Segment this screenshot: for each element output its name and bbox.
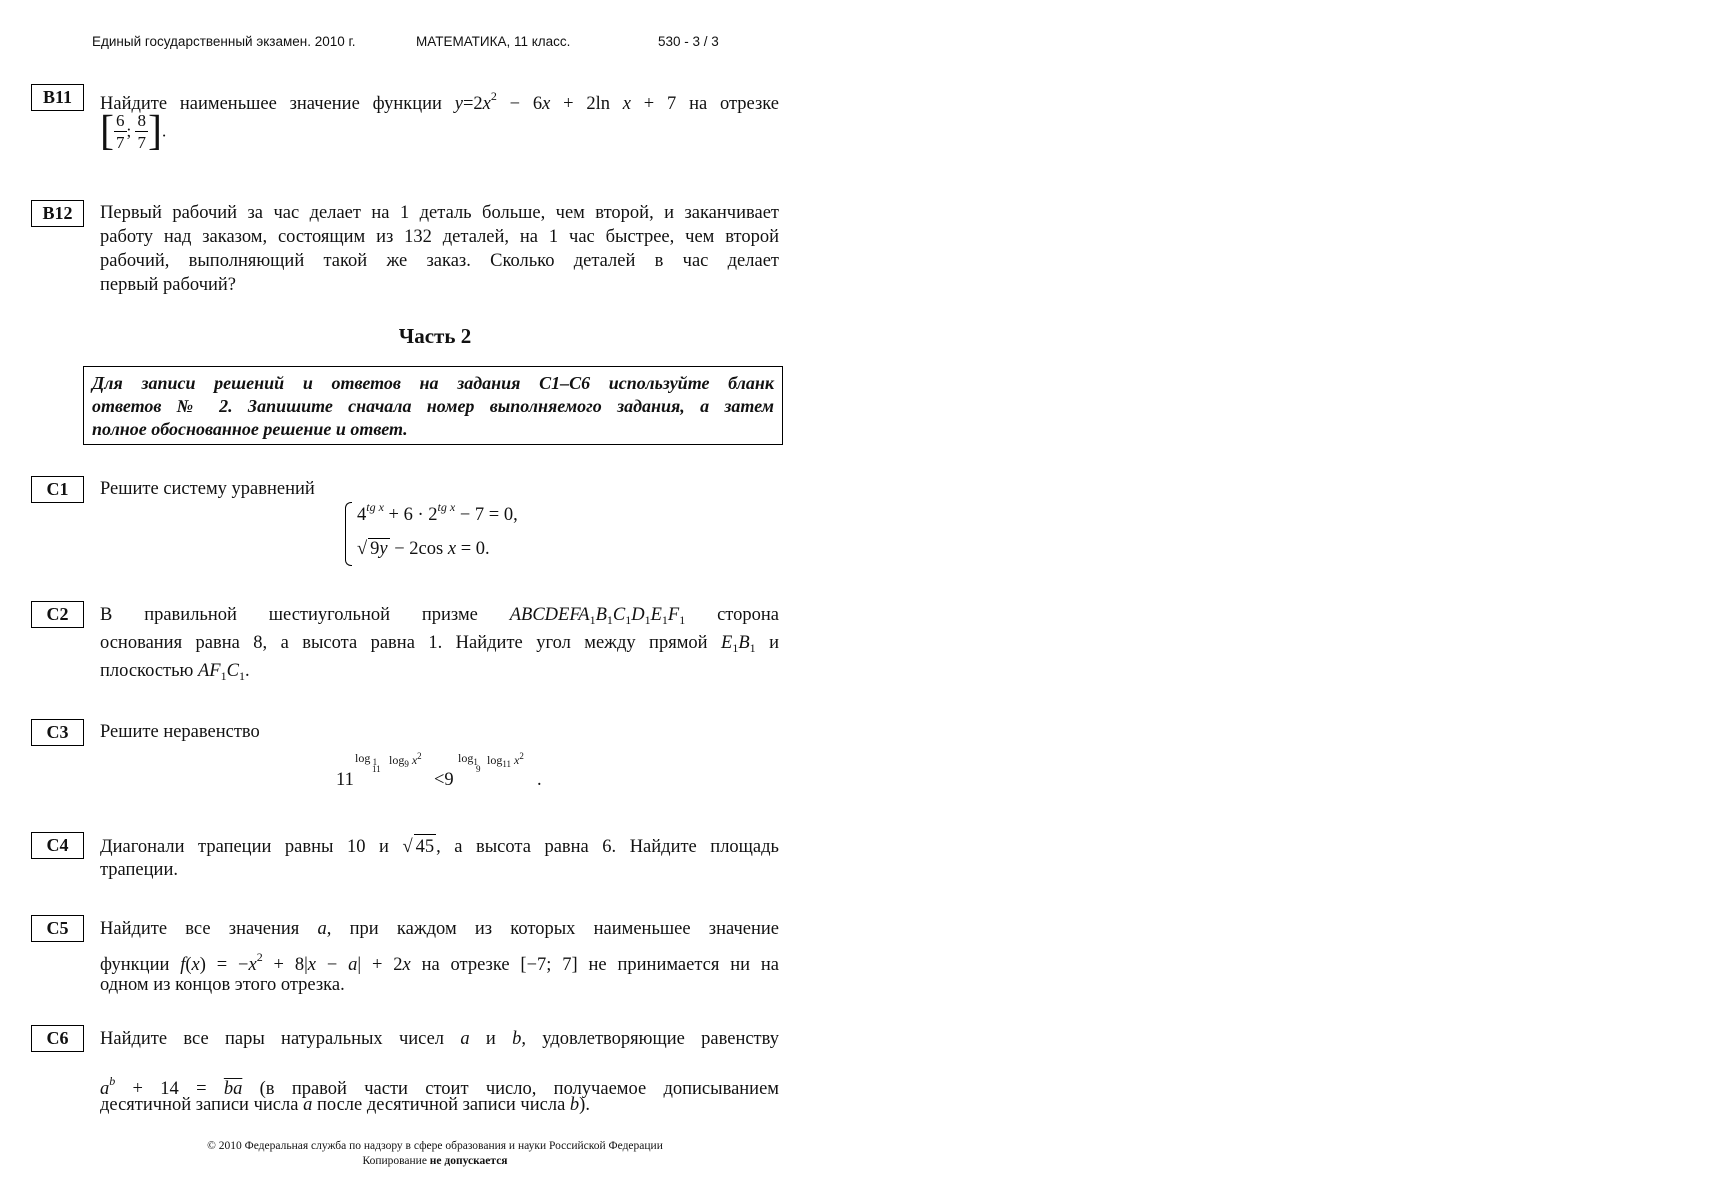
task-label-b11: B11 <box>31 84 84 111</box>
header-subject: МАТЕМАТИКА, 11 класс. <box>416 34 571 49</box>
b11-text: Найдите наименьшее значение функции $y=2x^2 - 6x + 2\ln$ x + 7 на отрезке <box>100 89 780 114</box>
instruction-line-3: полное обоснованное решение и ответ. <box>92 419 408 439</box>
c1-equation-1: $4^{tg x} + 6 \cdot 2^{tg x} - 7 = 0$, <box>357 500 518 525</box>
c3-text: Решите неравенство <box>100 722 260 742</box>
c2-prism: $ABCDEFA_1B_1C_1D_1E_1F_1$ <box>509 605 686 627</box>
c2-plane: $AF_1C_1$ <box>198 661 245 683</box>
footer <box>0 1139 870 1169</box>
c6-line-1: Найдите все пары натуральных чисел a и b, удовлетворяющие равенству <box>100 1029 779 1049</box>
b11-frac-a: $\frac{6}{7}$ <box>116 111 125 152</box>
header-exam: Единый государственный экзамен. 2010 г. <box>92 34 356 49</box>
system-brace <box>345 502 352 566</box>
instruction-line-2: ответов № 2. Запишите сначала номер выполняемого задания, а затем <box>92 396 774 416</box>
b11-function: y <box>454 94 463 114</box>
b12-line-4: первый рабочий? <box>100 275 237 295</box>
footer-copy-notice: Копирование не допускается <box>362 1155 508 1167</box>
task-label-c1: С1 <box>31 476 84 503</box>
b12-line-2: работу над заказом, состоящим из 132 деталей, на 1 час быстрее, чем второй <box>100 227 779 247</box>
c5-line-2: функции $f(x) = -x^2 + 8|x - a| + 2x$ на отрезке [−7; 7] не принимается ни на <box>100 950 779 975</box>
header-page-number: 530 - 3 / 3 <box>658 34 719 49</box>
footer-copyright: © 2010 Федеральная служба по надзору в сфере образования и науки Российской Федерации <box>207 1140 663 1152</box>
c6-line-3: десятичной записи числа a после десятичной записи числа b). <box>100 1095 590 1115</box>
b11-interval: [ $\frac{6}{7}$ ; $\frac{8}{7}$ ]. <box>100 108 167 155</box>
b12-line-3: рабочий, выполняющий такой же заказ. Сколько деталей в час делает <box>100 251 779 271</box>
instruction-line-1: Для записи решений и ответов на задания С1–С6 используйте бланк <box>92 373 774 393</box>
c5-line-1: Найдите все значения a, при каждом из которых наименьшее значение <box>100 919 779 939</box>
task-label-c4: С4 <box>31 832 84 859</box>
c6-line-2: $a^b + 14 = \overline{ba}$ (в правой части стоит число, получаемое дописыванием <box>100 1074 779 1099</box>
b12-line-1: Первый рабочий за час делает на 1 деталь больше, чем второй, и заканчивает <box>100 203 779 223</box>
c5-line-3: одном из концов этого отрезка. <box>100 975 345 995</box>
exam-page: Единый государственный экзамен. 2010 г. МАТЕМАТИКА, 11 класс. 530 - 3 / 3 B11 Найдите наименьшее значение функции $y=2x^2 - 6x + 2\ln$ x + 7 на отрезке [ $\frac{6}{7}$ ; $\frac{8}{7}$ ]. B12 Первый рабочий за час делает на 1 деталь больше, чем второй, и заканчивает работу над заказом, состоящим из 132 деталей, на 1 час быстрее, чем второй рабочий, выполняющий такой же заказ. Сколько деталей в час делает первый рабочий? Часть 2 Для записи решений и ответов на задания С1–С6 используйте бланк ответов № 2. Запишите сначала номер выполняемого задания, а затем полное обоснованное решение и ответ. С1 Решите систему уравнений $4^{tg x} + 6 \cdot 2^{tg x} - 7 = 0$, √ 9y − 2cos x = 0. С2 В правильной шестиугольной призме $ABCDEFA_1B_1C_1D_1E_1F_1$ сторона основания равна 8, а высота равна 1. Найдите угол между прямой $E_1B_1$ и плоскостью $AF_1C_1$. С3 Решите неравенство 11 log $_1$ 11 $\log_9 x^2$ <9 $\log_1$ 9 $\log_{11} x^2$ . С4 Диагонали трапеции равны 10 и √ 45 , а высота равна 6. Найдите площадь трапеции. С5 Найдите все значения a, при каждом из которых наименьшее значение функции $f(x) = -x^2 + 8|x - a| + 2x$ на отрезке [−7; 7] не принимается ни на одном из концов этого отрезка. С6 Найдите все пары натуральных чисел a и b, удовлетворяющие равенству $a^b + 14 = \overline{ba}$ (в правой части стоит число, получаемое дописыванием десятичной записи числа a после десятичной записи числа b). © 2010 Федеральная служба по надзору в сфере образования и науки Российской Федерации Копирование не допускается <box>0 0 1725 1202</box>
task-label-b12: B12 <box>31 200 84 227</box>
c2-line-2: основания равна 8, а высота равна 1. Найдите угол между прямой $E_1B_1$ и <box>100 633 780 655</box>
task-label-c6: С6 <box>31 1025 84 1052</box>
part-2-title: Часть 2 <box>398 324 472 348</box>
c1-equation-2: √ 9y − 2cos x = 0. <box>357 539 490 559</box>
c2-line-name: $E_1B_1$ <box>721 633 756 655</box>
task-label-c2: С2 <box>31 601 84 628</box>
b11-text-after: на отрезке <box>689 94 780 114</box>
c4-line-2: трапеции. <box>100 860 178 880</box>
c1-text: Решите систему уравнений <box>100 479 315 499</box>
b11-frac-b: $\frac{8}{7}$ <box>137 111 146 152</box>
c2-line-3: плоскостью $AF_1C_1$. <box>100 661 250 683</box>
part-2-instruction-box <box>83 366 783 445</box>
c2-line-1: В правильной шестиугольной призме $ABCDEFA_1B_1C_1D_1E_1F_1$ сторона <box>100 605 779 627</box>
c4-line-1: Диагонали трапеции равны 10 и √ 45 , а высота равна 6. Найдите площадь <box>100 834 779 859</box>
b11-text-before: Найдите наименьшее значение функции <box>100 94 442 114</box>
task-label-c5: С5 <box>31 915 84 942</box>
task-label-c3: С3 <box>31 719 84 746</box>
